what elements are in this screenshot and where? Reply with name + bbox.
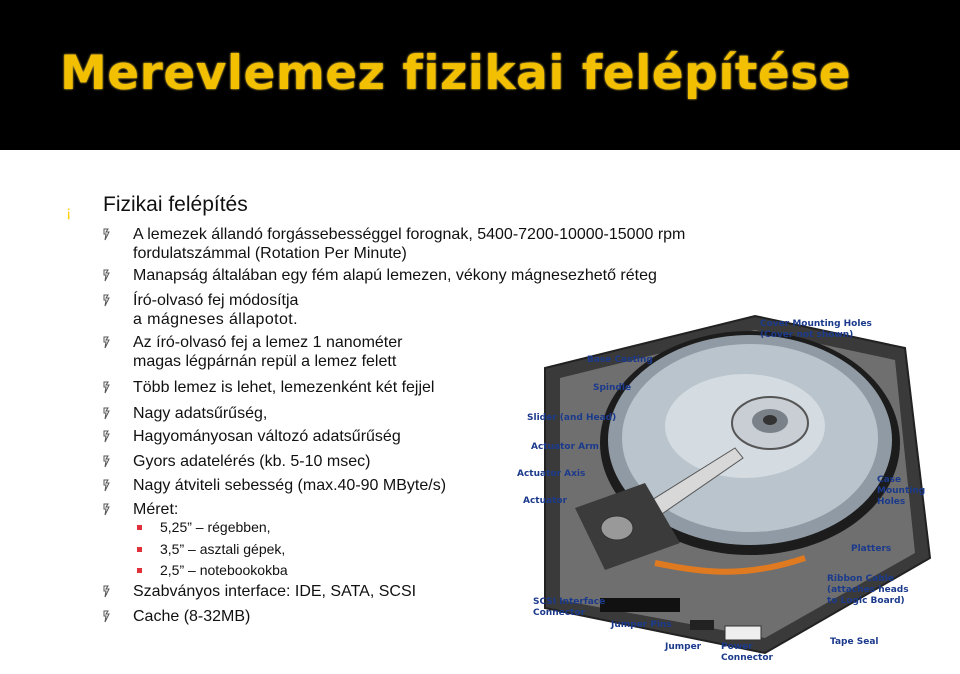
list-bullet-icon	[103, 455, 111, 468]
list-item: Több lemez is lehet, lemezenként két fejjel	[133, 379, 435, 396]
diagram-label-jumper: Jumper	[665, 642, 702, 652]
list-bullet-icon	[103, 430, 111, 443]
diagram-label-ribbon-cable: Ribbon Cable	[827, 574, 894, 584]
list-bullet-icon	[103, 610, 111, 623]
hard-drive-diagram	[505, 308, 960, 668]
section-heading: Fizikai felépítés	[103, 193, 248, 216]
list-item: a mágneses állapotot.	[133, 311, 298, 328]
list-bullet-icon	[103, 503, 111, 516]
diagram-label-case-mounting-holes: Case	[877, 475, 902, 485]
diagram-label-platters: Platters	[851, 544, 892, 554]
diagram-label-power-connector: Connector	[721, 653, 773, 663]
diagram-label-power-connector: Power	[721, 642, 753, 652]
list-item: Szabványos interface: IDE, SATA, SCSI	[133, 583, 417, 600]
list-item: A lemezek állandó forgássebességgel forognak, 5400-7200-10000-15000 rpm	[133, 226, 686, 243]
diagram-label-ribbon-cable: (attaches heads	[827, 585, 909, 595]
list-item: Gyors adatelérés (kb. 5-10 msec)	[133, 453, 371, 470]
diagram-label-scsi-interface: SCSI Interface	[533, 597, 606, 607]
list-item: fordulatszámmal (Rotation Per Minute)	[133, 245, 407, 262]
list-item: Az író-olvasó fej a lemez 1 nanométer	[133, 334, 403, 351]
list-item: Nagy átviteli sebesség (max.40-90 MByte/s)	[133, 477, 447, 494]
list-bullet-icon	[103, 269, 111, 282]
diagram-label-cover-mounting-holes: Cover Mounting Holes	[760, 319, 872, 329]
slide-title: Merevlemez fizikai felépítése	[60, 46, 852, 101]
sub-bullet-icon	[137, 568, 142, 573]
diagram-label-slider: Slider (and Head)	[527, 413, 617, 423]
diagram-label-tape-seal: Tape Seal	[830, 637, 879, 647]
list-bullet-icon	[103, 228, 111, 241]
list-item: Manapság általában egy fém alapú lemezen, vékony mágnesezhető réteg	[133, 267, 657, 284]
list-item: Cache (8-32MB)	[133, 608, 251, 625]
diagram-label-jumper-pins: Jumper Pins	[611, 620, 672, 630]
list-bullet-icon	[103, 479, 111, 492]
diagram-label-actuator-axis: Actuator Axis	[517, 469, 586, 479]
list-item: Méret:	[133, 501, 179, 518]
list-item: magas légpárnán repül a lemez felett	[133, 353, 397, 370]
list-item: Író-olvasó fej módosítja	[133, 292, 299, 309]
diagram-label-actuator-arm: Actuator Arm	[531, 442, 599, 452]
sub-list-item: 2,5” – notebookokba	[160, 562, 288, 578]
list-bullet-icon	[103, 294, 111, 307]
sub-list-item: 3,5” – asztali gépek,	[160, 541, 286, 557]
list-item: Hagyományosan változó adatsűrűség	[133, 428, 401, 445]
diagram-label-case-mounting-holes: Holes	[877, 497, 906, 507]
diagram-label-actuator: Actuator	[523, 496, 568, 506]
list-item: Nagy adatsűrűség,	[133, 405, 268, 422]
diagram-label-case-mounting-holes: Mounting	[877, 486, 926, 496]
sub-bullet-icon	[137, 525, 142, 530]
diagram-label-ribbon-cable: to Logic Board)	[827, 596, 905, 606]
sub-bullet-icon	[137, 547, 142, 552]
sub-list-item: 5,25” – régebben,	[160, 519, 271, 535]
list-bullet-icon	[103, 407, 111, 420]
heading-bullet: ¡	[66, 204, 72, 221]
diagram-label-base-casting: Base Casting	[587, 355, 653, 365]
diagram-label-cover-mounting-holes: (Cover not shown)	[760, 330, 854, 340]
list-bullet-icon	[103, 585, 111, 598]
diagram-label-scsi-interface: Connector	[533, 608, 585, 618]
list-bullet-icon	[103, 381, 111, 394]
diagram-label-spindle: Spindle	[593, 383, 632, 393]
list-bullet-icon	[103, 336, 111, 349]
